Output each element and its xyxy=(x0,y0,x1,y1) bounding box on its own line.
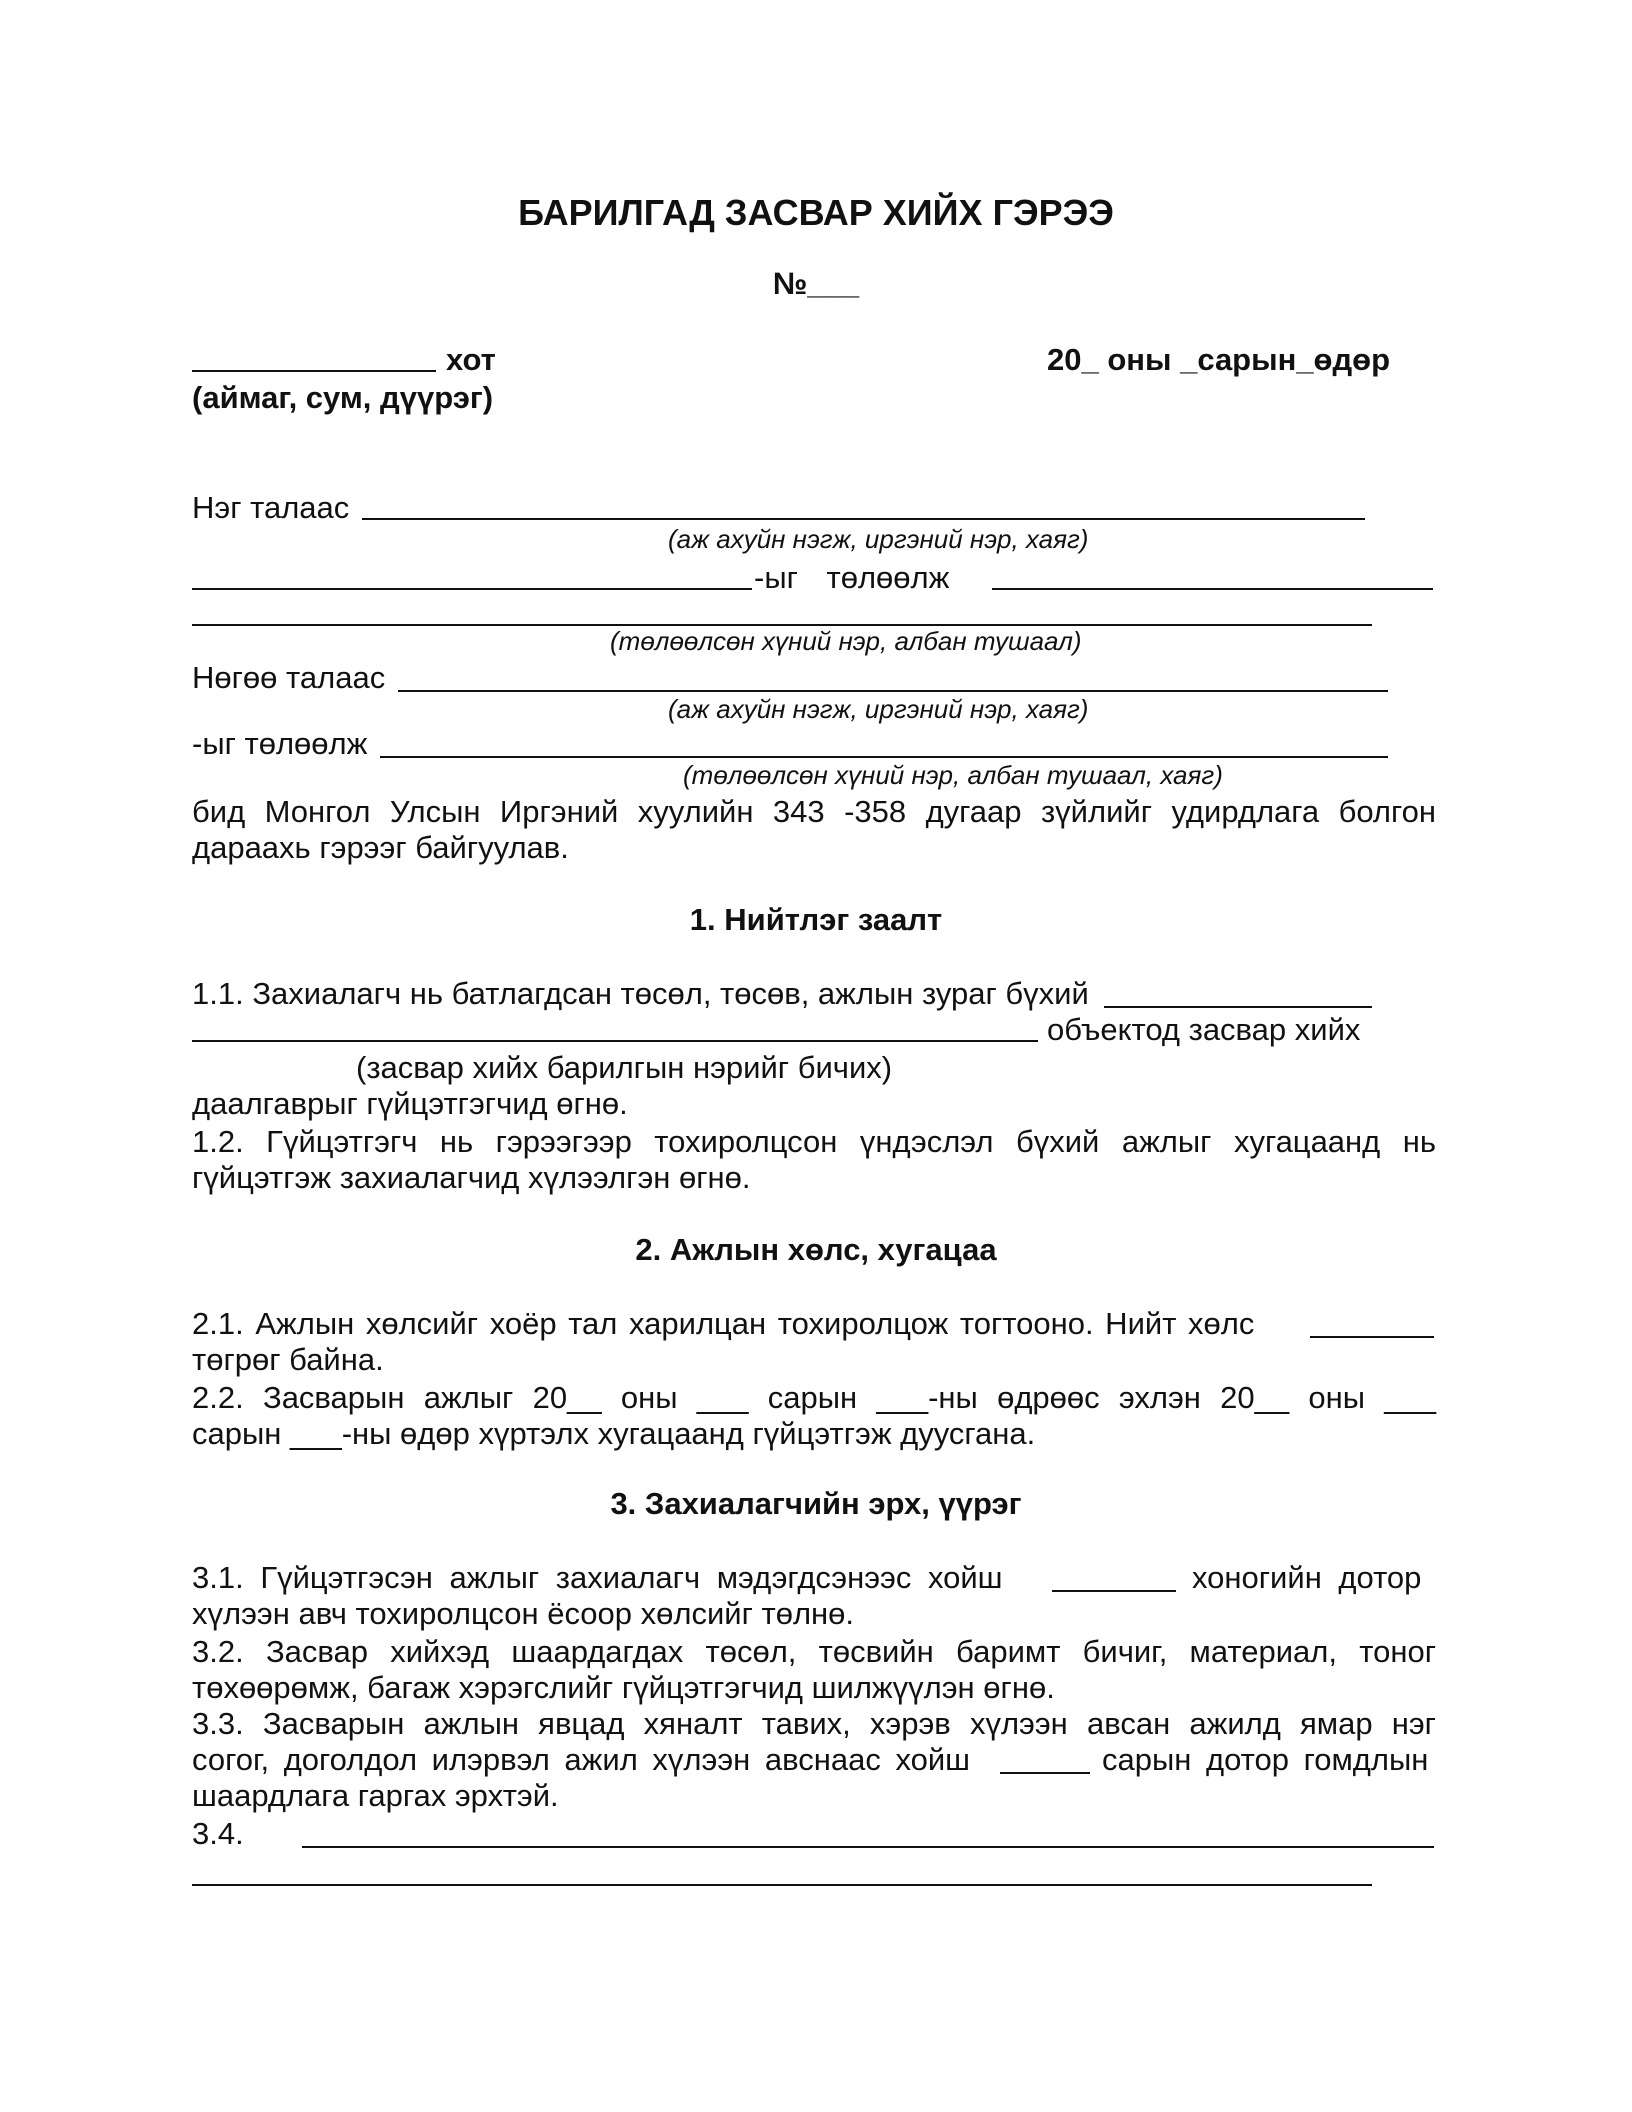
section-1-heading: 1. Нийтлэг заалт xyxy=(689,902,943,937)
days-blank[interactable] xyxy=(1052,1590,1176,1592)
total-fee-blank[interactable] xyxy=(1310,1336,1434,1338)
second-rep-caption: (төлөөлсөн хүний нэр, албан тушаал, хаяг) xyxy=(683,760,1223,790)
para-2-2-line-1: 2.2. Засварын ажлыг 20__ оны ___ сарын ___-ны өдрөөс эхлэн 20__ оны ___ xyxy=(192,1380,1436,1415)
para-3-3-b: сарын дотор гомдлын xyxy=(1102,1742,1429,1777)
para-3-2-line-2: төхөөрөмж, багаж хэрэгслийг гүйцэтгэгчид шилжүүлэн өгнө. xyxy=(192,1670,1055,1705)
para-2-1-line-2: төгрөг байна. xyxy=(192,1342,384,1377)
para-3-4-blank-a[interactable] xyxy=(302,1846,1434,1848)
para-3-3-line-1: 3.3. Засварын ажлын явцад хяналт тавих, хэрэв хүлээн авсан ажилд ямар нэг xyxy=(192,1706,1436,1741)
para-1-1-end: даалгаврыг гүйцэтгэгчид өгнө. xyxy=(192,1086,628,1121)
intro-line-1: бид Монгол Улсын Иргэний хуулийн 343 -358 дугаар зүйлийг удирдлага болгон xyxy=(192,794,1436,829)
city-suffix: хот xyxy=(446,342,496,377)
para-3-1-b: хоногийн дотор xyxy=(1192,1560,1422,1595)
first-rep-field-a[interactable] xyxy=(992,588,1433,590)
second-rep-label: -ыг төлөөлж xyxy=(192,726,368,761)
second-party-field[interactable] xyxy=(398,690,1388,692)
para-2-2-line-2: сарын ___-ны өдөр хүртэлх хугацаанд гүйцэтгэж дуусгана. xyxy=(192,1416,1036,1451)
first-rep-caption: (төлөөлсөн хүний нэр, албан тушаал) xyxy=(610,626,1082,656)
contract-title: БАРИЛГАД ЗАСВАР ХИЙХ ГЭРЭЭ xyxy=(518,192,1114,233)
city-caption: (аймаг, сум, дүүрэг) xyxy=(192,380,494,415)
representing-label: -ыг төлөөлж xyxy=(754,560,950,595)
first-party-field[interactable] xyxy=(362,518,1365,520)
para-1-1-blank-a[interactable] xyxy=(1104,1006,1372,1008)
para-3-3-a: согог, доголдол илэрвэл ажил хүлээн авснаас хойш xyxy=(192,1742,971,1777)
para-1-2-line-1: 1.2. Гүйцэтгэгч нь гэрээгээр тохиролцсон үндэслэл бүхий ажлыг хугацаанд нь xyxy=(192,1124,1436,1159)
para-2-1-line-1: 2.1. Ажлын хөлсийг хоёр тал харилцан тохиролцож тогтооно. Нийт хөлс xyxy=(192,1306,1255,1341)
second-rep-field[interactable] xyxy=(380,756,1388,758)
para-3-1-line-2: хүлээн авч тохиролцсон ёсоор хөлсийг төлнө. xyxy=(192,1596,855,1631)
para-1-1-start: 1.1. Захиалагч нь батлагдсан төсөл, төсөв, ажлын зураг бүхий xyxy=(192,976,1089,1011)
para-1-2-line-2: гүйцэтгэж захиалагчид хүлээлгэн өгнө. xyxy=(192,1160,751,1195)
section-2-heading: 2. Ажлын хөлс, хугацаа xyxy=(635,1232,997,1267)
first-party-caption: (аж ахуйн нэгж, иргэний нэр, хаяг) xyxy=(668,524,1089,554)
intro-line-2: дараахь гэрээг байгуулав. xyxy=(192,830,569,865)
second-party-label: Нөгөө талаас xyxy=(192,660,386,695)
para-1-1-mid: объектод засвар хийх xyxy=(1047,1012,1361,1047)
para-3-1-a: 3.1. Гүйцэтгэсэн ажлыг захиалагч мэдэгдсэнээс хойш xyxy=(192,1560,1003,1595)
months-blank[interactable] xyxy=(1000,1772,1090,1774)
section-3-heading: 3. Захиалагчийн эрх, үүрэг xyxy=(610,1486,1022,1521)
first-party-label: Нэг талаас xyxy=(192,490,350,525)
contract-number: №___ xyxy=(772,266,860,301)
second-party-caption: (аж ахуйн нэгж, иргэний нэр, хаяг) xyxy=(668,694,1089,724)
para-1-1-caption: (засвар хийх барилгын нэрийг бичих) xyxy=(356,1050,893,1085)
para-3-2-line-1: 3.2. Засвар хийхэд шаардагдах төсөл, төсвийн баримт бичиг, материал, тоног xyxy=(192,1634,1436,1669)
para-3-4-label: 3.4. xyxy=(192,1816,244,1851)
first-party-org-field[interactable] xyxy=(192,588,752,590)
para-1-1-blank-b[interactable] xyxy=(192,1040,1038,1042)
para-3-4-blank-b[interactable] xyxy=(192,1884,1372,1886)
para-3-3-line-3: шаардлага гаргах эрхтэй. xyxy=(192,1778,559,1813)
city-blank[interactable] xyxy=(192,370,436,372)
contract-date[interactable]: 20_ оны _сарын_өдөр xyxy=(1047,342,1391,377)
